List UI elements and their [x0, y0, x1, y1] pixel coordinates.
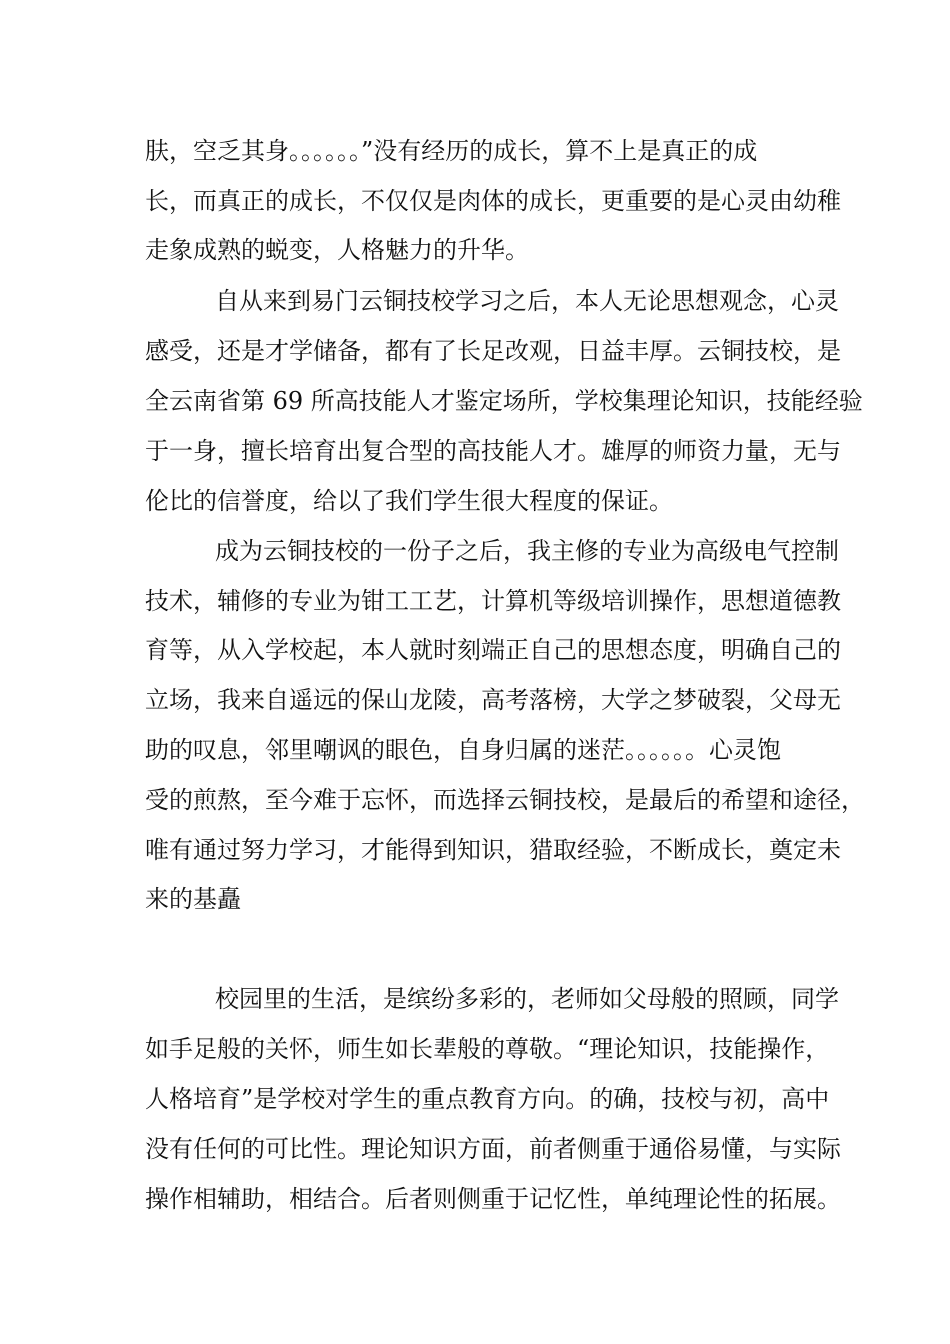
paragraph-3-line-8: 来的基矗 — [145, 885, 241, 913]
paragraph-3-line-3: 育等，从入学校起，本人就时刻端正自己的思想态度，明确自己的 — [145, 636, 841, 664]
paragraph-2-line-3: 全云南省第 69 所高技能人才鉴定场所，学校集理论知识，技能经验 — [145, 387, 863, 415]
paragraph-3-line-5: 助的叹息，邻里嘲讽的眼色，自身归属的迷茫。。。。。。心灵饱 — [145, 736, 781, 764]
paragraph-4-line-2: 如手足般的关怀，师生如长辈般的尊敬。“理论知识，技能操作， — [145, 1035, 830, 1063]
paragraph-2-line-1: 自从来到易门云铜技校学习之后，本人无论思想观念，心灵 — [215, 287, 839, 315]
paragraph-4-line-3: 人格培育”是学校对学生的重点教育方向。的确，技校与初，高中 — [145, 1085, 830, 1113]
paragraph-2-line-5: 伦比的信誉度，给以了我们学生很大程度的保证。 — [145, 487, 673, 515]
paragraph-3-line-7: 唯有通过努力学习，才能得到知识，猎取经验，不断成长，奠定未 — [145, 836, 841, 864]
paragraph-4-line-1: 校园里的生活，是缤纷多彩的，老师如父母般的照顾，同学 — [215, 985, 839, 1013]
paragraph-3-line-2: 技术，辅修的专业为钳工工艺，计算机等级培训操作，思想道德教 — [145, 587, 841, 615]
paragraph-1-line-3: 走象成熟的蜕变，人格魅力的升华。 — [145, 236, 529, 264]
paragraph-4-line-4: 没有任何的可比性。理论知识方面，前者侧重于通俗易懂，与实际 — [145, 1135, 841, 1163]
paragraph-1-line-2: 长，而真正的成长，不仅仅是肉体的成长，更重要的是心灵由幼稚 — [145, 187, 841, 215]
paragraph-3-line-1: 成为云铜技校的一份子之后，我主修的专业为高级电气控制 — [215, 537, 839, 565]
paragraph-4-line-5: 操作相辅助，相结合。后者则侧重于记忆性，单纯理论性的拓展。 — [145, 1185, 841, 1213]
paragraph-2-line-2: 感受，还是才学储备，都有了长足改观，日益丰厚。云铜技校，是 — [145, 337, 841, 365]
paragraph-3-line-4: 立场，我来自遥远的保山龙陵，高考落榜，大学之梦破裂，父母无 — [145, 686, 841, 714]
paragraph-3-line-6: 受的煎熬，至今难于忘怀，而选择云铜技校，是最后的希望和途径， — [145, 786, 865, 814]
paragraph-1-line-1: 肤，空乏其身。。。。。。”没有经历的成长，算不上是真正的成 — [145, 137, 758, 165]
paragraph-2-line-4: 于一身，擅长培育出复合型的高技能人才。雄厚的师资力量，无与 — [145, 437, 841, 465]
